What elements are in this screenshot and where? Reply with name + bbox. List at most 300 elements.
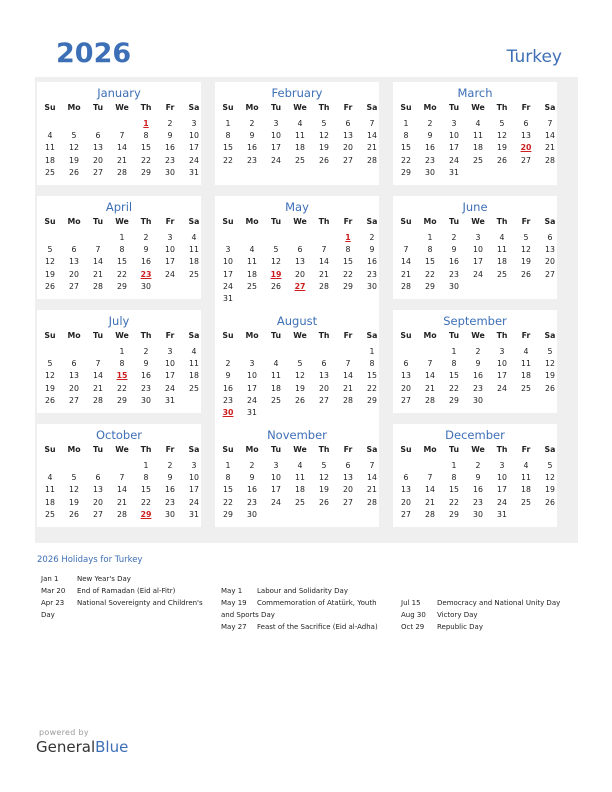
powered-by-text: powered by (39, 728, 89, 737)
weekday-label: Su (222, 217, 234, 226)
calendar-day: 2 (475, 347, 481, 356)
calendar-day: 13 (295, 257, 305, 267)
weekday-label: Sa (188, 331, 200, 340)
calendar-day: 17 (165, 257, 175, 267)
calendar-day: 27 (521, 155, 531, 165)
weekday-label: Su (400, 217, 412, 226)
calendar-day: 8 (143, 131, 149, 141)
calendar-day: 8 (451, 359, 457, 369)
calendar-day: 31 (247, 408, 257, 417)
calendar-day: 7 (321, 245, 327, 255)
logo-general: General (36, 738, 96, 756)
holiday-item (41, 573, 131, 585)
calendar-day: 5 (273, 245, 279, 255)
weekday-label: Mo (423, 103, 437, 112)
month-name: February (271, 86, 323, 100)
calendar-day: 5 (71, 473, 77, 483)
calendar-day: 17 (271, 143, 281, 153)
calendar-day: 27 (545, 269, 555, 279)
weekday-label: Th (318, 103, 330, 112)
month-december (393, 424, 557, 527)
calendar-day: 17 (247, 383, 257, 393)
weekday-label: We (293, 331, 307, 340)
holidays-title: 2026 Holidays for Turkey (37, 555, 143, 565)
calendar-day: 26 (45, 395, 55, 405)
calendar-day: 19 (69, 155, 79, 165)
month-june (393, 196, 557, 299)
calendar-day: 19 (45, 383, 55, 393)
calendar-day: 12 (521, 245, 531, 255)
weekday-label: Fr (343, 103, 353, 112)
calendar-day: 10 (189, 473, 199, 483)
calendar-day: 11 (271, 371, 281, 381)
calendar-day: 30 (247, 509, 257, 519)
calendar-day: 21 (367, 143, 377, 153)
month-november (215, 424, 379, 527)
calendar-day: 20 (343, 143, 353, 153)
calendar-day: 19 (521, 257, 531, 267)
month-february (215, 82, 379, 185)
calendar-day: 2 (249, 461, 255, 470)
month-october (37, 424, 201, 527)
calendar-day: 6 (71, 245, 77, 255)
calendar-day: 22 (425, 269, 435, 279)
calendar-day: 7 (119, 473, 125, 483)
holiday-item (401, 609, 478, 621)
calendar-day: 15 (116, 371, 128, 381)
calendar-day: 14 (367, 131, 377, 141)
calendar-day: 9 (143, 245, 149, 255)
calendar-day: 2 (451, 233, 457, 242)
calendar-day: 24 (271, 497, 281, 507)
calendar-day: 14 (545, 131, 555, 141)
weekday-label: Tu (270, 103, 281, 112)
weekday-label: Mo (67, 217, 81, 226)
calendar-day: 8 (369, 359, 375, 369)
weekday-label: Tu (92, 445, 103, 454)
calendar-day: 12 (69, 143, 79, 153)
calendar-day: 14 (425, 485, 435, 495)
calendar-day: 28 (425, 395, 435, 405)
weekday-label: Su (400, 445, 412, 454)
holiday-name: Feast of the Sacrifice (Eid al-Adha) (257, 623, 378, 631)
calendar-day: 16 (449, 257, 459, 267)
month-name: December (445, 428, 505, 442)
calendar-day: 14 (343, 371, 353, 381)
calendar-day: 15 (223, 485, 233, 495)
holiday-item (401, 597, 560, 609)
calendar-day: 29 (449, 395, 459, 405)
month-name: June (462, 200, 488, 214)
calendar-day: 11 (247, 257, 257, 267)
calendar-day: 13 (343, 131, 353, 141)
calendar-day: 7 (369, 461, 375, 470)
calendar-day: 25 (497, 269, 507, 279)
calendar-day: 9 (167, 131, 173, 141)
calendar-day: 12 (45, 257, 55, 267)
month-may (215, 196, 379, 311)
calendar-day: 6 (547, 233, 553, 242)
calendar-day: 18 (521, 485, 531, 495)
holiday-date: May 1 (221, 587, 243, 595)
calendar-day: 12 (319, 131, 329, 141)
calendar-day: 2 (167, 461, 173, 470)
weekday-label: Tu (92, 331, 103, 340)
holiday-item (41, 597, 203, 609)
calendar-day: 15 (367, 371, 377, 381)
calendar-day: 28 (401, 281, 411, 291)
calendar-day: 1 (451, 461, 457, 470)
calendar-day: 19 (545, 485, 555, 495)
calendar-day: 29 (140, 509, 152, 519)
calendar-day: 26 (545, 383, 555, 393)
calendar-day: 25 (45, 509, 55, 519)
calendar-day: 8 (345, 245, 351, 255)
calendar-day: 8 (403, 131, 409, 141)
calendar-day: 25 (295, 497, 305, 507)
calendar-day: 20 (545, 257, 555, 267)
holiday-name-continued: and Sports Day (221, 611, 275, 619)
calendar-day: 16 (141, 371, 151, 381)
calendar-day: 20 (401, 497, 411, 507)
weekday-label: Su (222, 331, 234, 340)
calendar-day: 23 (247, 155, 257, 165)
calendar-day: 2 (249, 119, 255, 128)
holiday-date: Apr 23 (41, 599, 65, 607)
calendar-day: 18 (45, 497, 55, 507)
calendar-day: 2 (369, 233, 375, 242)
calendar-day: 18 (295, 143, 305, 153)
calendar-day: 11 (45, 143, 55, 153)
calendar-day: 27 (319, 395, 329, 405)
weekday-label: Mo (67, 103, 81, 112)
calendar-day: 9 (167, 473, 173, 483)
calendar-day: 4 (499, 233, 505, 242)
calendar-day: 25 (473, 155, 483, 165)
year-title: 2026 (56, 38, 132, 69)
calendar-day: 1 (345, 233, 351, 242)
calendar-day: 20 (520, 143, 532, 153)
calendar-day: 14 (319, 257, 329, 267)
calendar-day: 28 (319, 281, 329, 291)
calendar-day: 4 (273, 359, 279, 369)
calendar-day: 10 (271, 131, 281, 141)
calendar-day: 16 (473, 485, 483, 495)
calendar-day: 6 (403, 359, 409, 369)
weekday-label: Tu (92, 103, 103, 112)
calendar-day: 25 (295, 155, 305, 165)
weekday-label: Su (400, 331, 412, 340)
calendar-day: 21 (319, 269, 329, 279)
calendar-day: 15 (425, 257, 435, 267)
calendar-day: 26 (45, 281, 55, 291)
weekday-label: Mo (245, 445, 259, 454)
calendar-day: 5 (321, 461, 327, 470)
calendar-day: 10 (449, 131, 459, 141)
calendar-day: 8 (119, 245, 125, 255)
calendar-day: 27 (343, 155, 353, 165)
calendar-day: 23 (473, 383, 483, 393)
weekday-label: Sa (188, 103, 200, 112)
holiday-name: Commemoration of Atatürk, Youth (257, 599, 377, 607)
calendar-day: 12 (69, 485, 79, 495)
weekday-label: Su (44, 217, 56, 226)
weekday-label: Fr (521, 217, 531, 226)
calendar-day: 7 (345, 359, 351, 369)
weekday-label: Fr (165, 103, 175, 112)
calendar-day: 7 (369, 119, 375, 128)
calendar-day: 2 (167, 119, 173, 128)
calendar-day: 24 (473, 269, 483, 279)
holiday-name: New Year's Day (77, 575, 131, 583)
calendar-day: 24 (223, 281, 233, 291)
weekday-label: Su (222, 445, 234, 454)
calendar-day: 22 (449, 383, 459, 393)
calendar-day: 14 (93, 257, 103, 267)
holiday-date: Mar 20 (41, 587, 66, 595)
calendar-day: 27 (401, 509, 411, 519)
calendar-day: 1 (451, 347, 457, 356)
calendar-day: 16 (473, 371, 483, 381)
month-march (393, 82, 557, 185)
calendar-day: 4 (523, 347, 529, 356)
holiday-item (221, 597, 377, 609)
calendar-day: 19 (319, 485, 329, 495)
calendar-day: 19 (69, 497, 79, 507)
calendar-day: 22 (141, 155, 151, 165)
weekday-label: Th (318, 217, 330, 226)
calendar-day: 17 (473, 257, 483, 267)
calendar-day: 3 (273, 119, 279, 128)
calendar-day: 27 (69, 281, 79, 291)
calendar-day: 1 (119, 347, 125, 356)
calendar-day: 16 (141, 257, 151, 267)
generalblue-logo[interactable] (36, 738, 128, 756)
calendar-day: 15 (141, 485, 151, 495)
calendar-day: 8 (427, 245, 433, 255)
holiday-date: Aug 30 (401, 611, 426, 619)
calendar-day: 4 (191, 347, 197, 356)
calendar-day: 19 (295, 383, 305, 393)
calendar-day: 22 (117, 383, 127, 393)
calendar-day: 28 (425, 509, 435, 519)
calendar-day: 29 (117, 281, 127, 291)
weekday-label: Su (222, 103, 234, 112)
calendar-day: 13 (521, 131, 531, 141)
calendar-day: 9 (249, 473, 255, 483)
calendar-day: 17 (271, 485, 281, 495)
weekday-label: Th (318, 331, 330, 340)
calendar-day: 19 (270, 269, 282, 279)
calendar-day: 7 (427, 473, 433, 483)
calendar-day: 27 (69, 395, 79, 405)
calendar-day: 4 (191, 233, 197, 242)
calendar-day: 21 (545, 143, 555, 153)
calendar-day: 17 (497, 485, 507, 495)
calendar-day: 30 (141, 395, 151, 405)
calendar-day: 14 (117, 485, 127, 495)
calendar-day: 10 (271, 473, 281, 483)
calendar-day: 22 (343, 269, 353, 279)
calendar-day: 3 (167, 347, 173, 356)
weekday-label: Tu (92, 217, 103, 226)
calendar-day: 3 (475, 233, 481, 242)
weekday-label: Fr (165, 217, 175, 226)
calendar-day: 30 (222, 408, 234, 417)
calendar-day: 6 (321, 359, 327, 369)
weekday-label: Tu (448, 445, 459, 454)
holiday-name: Labour and Solidarity Day (257, 587, 348, 595)
calendar-day: 25 (521, 383, 531, 393)
calendar-day: 1 (143, 461, 149, 470)
calendar-day: 25 (45, 167, 55, 177)
weekday-label: Th (496, 445, 508, 454)
holiday-name: Democracy and National Unity Day (437, 599, 561, 607)
weekday-label: Sa (188, 445, 200, 454)
calendar-day: 4 (47, 473, 53, 483)
calendar-day: 15 (449, 485, 459, 495)
calendar-day: 3 (225, 245, 231, 255)
calendar-day: 8 (225, 473, 231, 483)
weekday-label: Fr (343, 217, 353, 226)
calendar-day: 15 (401, 143, 411, 153)
calendar-day: 6 (297, 245, 303, 255)
calendar-day: 3 (167, 233, 173, 242)
weekday-label: Th (496, 331, 508, 340)
calendar-day: 14 (93, 371, 103, 381)
weekday-label: Fr (521, 445, 531, 454)
calendar-day: 27 (294, 281, 306, 291)
weekday-label: Sa (366, 445, 378, 454)
calendar-day: 22 (401, 155, 411, 165)
calendar-day: 31 (189, 167, 199, 177)
calendar-day: 10 (165, 359, 175, 369)
calendar-day: 11 (521, 473, 531, 483)
weekday-label: Su (44, 445, 56, 454)
month-name: March (457, 86, 493, 100)
calendar-day: 18 (473, 143, 483, 153)
weekday-label: Fr (343, 445, 353, 454)
calendar-day: 3 (191, 461, 197, 470)
calendar-day: 23 (449, 269, 459, 279)
calendar-day: 4 (297, 119, 303, 128)
calendar-day: 20 (295, 269, 305, 279)
calendar-day: 31 (449, 167, 459, 177)
calendar-day: 7 (95, 359, 101, 369)
calendar-day: 24 (165, 269, 175, 279)
calendar-day: 29 (223, 509, 233, 519)
calendar-day: 10 (165, 245, 175, 255)
calendar-day: 1 (369, 347, 375, 356)
weekday-label: We (293, 217, 307, 226)
weekday-label: We (293, 445, 307, 454)
calendar-day: 9 (475, 473, 481, 483)
calendar-day: 16 (223, 383, 233, 393)
calendar-day: 3 (499, 461, 505, 470)
weekday-label: Th (496, 217, 508, 226)
weekday-label: Mo (67, 331, 81, 340)
calendar-day: 6 (71, 359, 77, 369)
calendar-day: 13 (343, 473, 353, 483)
weekday-label: Tu (448, 217, 459, 226)
calendar-day: 25 (271, 395, 281, 405)
weekday-label: Tu (270, 445, 281, 454)
calendar-day: 26 (271, 281, 281, 291)
calendar-day: 6 (345, 119, 351, 128)
month-name: April (105, 200, 133, 214)
calendar-day: 30 (473, 509, 483, 519)
calendar-day: 19 (497, 143, 507, 153)
holiday-date: May 19 (221, 599, 247, 607)
calendar-day: 1 (119, 233, 125, 242)
calendar-day: 15 (141, 143, 151, 153)
calendar-day: 18 (189, 371, 199, 381)
weekday-label: We (471, 331, 485, 340)
weekday-label: Th (496, 103, 508, 112)
calendar-day: 29 (425, 281, 435, 291)
calendar-day: 8 (119, 359, 125, 369)
calendar-day: 26 (319, 497, 329, 507)
calendar-day: 18 (271, 383, 281, 393)
calendar-day: 1 (225, 461, 231, 470)
calendar-day: 20 (401, 383, 411, 393)
calendar-day: 18 (497, 257, 507, 267)
calendar-day: 10 (247, 371, 257, 381)
calendar-day: 29 (343, 281, 353, 291)
calendar-day: 21 (425, 497, 435, 507)
calendar-day: 28 (367, 155, 377, 165)
calendar-day: 20 (93, 497, 103, 507)
calendar-day: 27 (343, 497, 353, 507)
calendar-day: 21 (425, 383, 435, 393)
weekday-label: Mo (245, 103, 259, 112)
weekday-label: Fr (165, 331, 175, 340)
calendar-day: 6 (95, 131, 101, 141)
weekday-label: Mo (67, 445, 81, 454)
calendar-day: 23 (165, 497, 175, 507)
calendar-day: 10 (189, 131, 199, 141)
calendar-day: 28 (117, 167, 127, 177)
logo-blue: Blue (95, 738, 129, 756)
calendar-day: 13 (69, 371, 79, 381)
calendar-day: 11 (45, 485, 55, 495)
calendar-day: 3 (191, 119, 197, 128)
month-january (37, 82, 201, 185)
calendar-day: 4 (297, 461, 303, 470)
calendar-day: 30 (449, 281, 459, 291)
weekday-label: Fr (521, 331, 531, 340)
holiday-item (221, 585, 348, 597)
calendar-day: 13 (319, 371, 329, 381)
weekday-label: Mo (245, 217, 259, 226)
calendar-day: 6 (403, 473, 409, 483)
calendar-day: 17 (223, 269, 233, 279)
holiday-date: Jul 15 (401, 599, 421, 607)
calendar-day: 8 (143, 473, 149, 483)
weekday-label: Fr (343, 331, 353, 340)
calendar-day: 23 (141, 383, 151, 393)
holiday-date: May 27 (221, 623, 247, 631)
calendar-day: 17 (497, 371, 507, 381)
calendar-day: 10 (497, 473, 507, 483)
calendar-day: 7 (547, 119, 553, 128)
calendar-day: 13 (401, 371, 411, 381)
calendar-day: 30 (165, 167, 175, 177)
weekday-label: We (471, 217, 485, 226)
weekday-label: Su (44, 103, 56, 112)
calendar-day: 2 (475, 461, 481, 470)
calendar-day: 16 (165, 485, 175, 495)
